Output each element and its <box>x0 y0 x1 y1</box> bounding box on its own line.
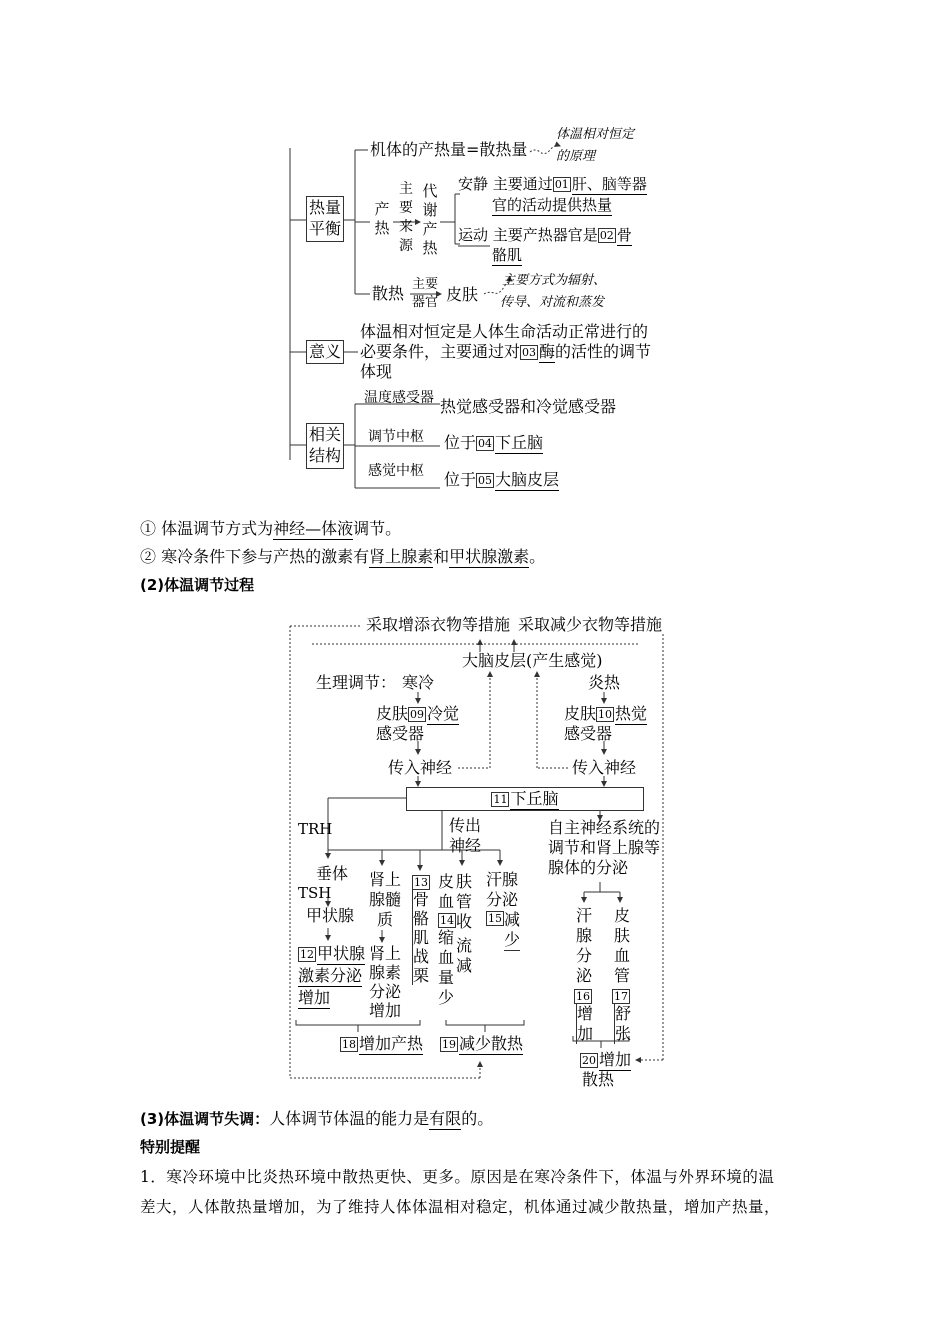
rest-label: 安静 <box>458 175 489 193</box>
blank-number-12: 12 <box>300 948 314 961</box>
tsh-label: TSH <box>298 884 332 902</box>
move-line-2: 骼肌 <box>492 246 523 264</box>
cortex: 大脑皮层(产生感觉) <box>462 651 603 670</box>
main-organ-2: 器官 <box>412 295 439 310</box>
sense-text: 位于 05 大脑皮层 <box>444 470 560 489</box>
main-organ-1: 主要 <box>412 277 439 292</box>
tip-line-2: 差大，人体散热量增加，为了维持人体体温相对稳定，机体通过减少散热量，增加产热量， <box>140 1198 781 1216</box>
hot-receptor-2: 感受器 <box>564 724 613 743</box>
blank-number-20: 20 <box>582 1054 596 1067</box>
tip-title: 特别提醒 <box>140 1138 201 1156</box>
cold-receptor-1: 皮肤 09 冷觉 <box>376 704 460 723</box>
note-2-answer-1: 肾上腺素 <box>369 547 434 566</box>
note-1: ① 体温调节方式为神经—体液调节。 <box>140 519 402 538</box>
sense-label: 感觉中枢 <box>368 463 424 479</box>
skin-note-1: 主要方式为辐射、 <box>502 273 607 288</box>
blank-16-wrap <box>574 988 593 1004</box>
cold-label: 寒冷 <box>402 673 435 692</box>
meaning-line-3: 体现 <box>360 362 393 381</box>
heat-balance-box: 热量平衡 <box>306 196 344 242</box>
more-heat-answer: 增加产热 <box>359 1034 424 1053</box>
muscle-answer: 骨骼肌战栗 <box>413 890 430 985</box>
section-3-answer: 有限 <box>429 1109 462 1128</box>
trh-label: TRH <box>298 820 333 838</box>
cold-receptor-2: 感受器 <box>376 724 425 743</box>
balance-note-2: 的原理 <box>556 149 596 164</box>
skin-vessel-b: 缩 <box>438 928 455 947</box>
sense-answer: 大脑皮层 <box>495 470 560 489</box>
autonomic-3: 腺体的分泌 <box>548 858 629 877</box>
add-clothes: 采取增添衣物等措施 <box>366 615 511 634</box>
hot-label: 炎热 <box>588 673 621 692</box>
note-2-answer-2: 甲状腺激素 <box>449 547 530 566</box>
produce-label: 产热 <box>374 200 390 237</box>
less-loss-answer: 减少散热 <box>459 1034 524 1053</box>
skin-vessel-a: 皮血 <box>438 872 455 911</box>
muscle-col <box>412 874 430 985</box>
more-loss-answer: 增加 <box>599 1050 632 1069</box>
blank-14-wrap <box>438 912 457 928</box>
sweat-increase-label: 汗腺分泌 <box>576 906 593 985</box>
less-loss <box>440 1036 523 1052</box>
thyroid-hormone-2: 激素分泌 <box>298 966 363 985</box>
blank-number-02: 02 <box>599 229 614 242</box>
meaning-line-1: 体温相对恒定是人体生命活动正常进行的 <box>360 322 649 341</box>
note-2: ② 寒冷条件下参与产热的激素有肾上腺素和甲状腺激素。 <box>140 547 546 566</box>
adrenal-medulla: 肾上腺髓质 <box>368 870 401 929</box>
blank-number-05: 05 <box>478 474 493 487</box>
balance-note-1: 体温相对恒定 <box>556 127 635 142</box>
section-3-title: (3)体温调节失调： <box>140 1110 270 1128</box>
sweat-answer: 减少 <box>504 910 521 949</box>
section-2-title: (2)体温调节过程 <box>140 576 255 594</box>
more-loss-2: 散热 <box>582 1070 615 1089</box>
adrenaline: 肾上腺素分泌增加 <box>368 944 401 1020</box>
receptor-text: 热觉感受器和冷觉感受器 <box>440 397 617 416</box>
sweat-c <box>486 910 505 926</box>
blank-number-18: 18 <box>342 1038 356 1051</box>
afferent-left: 传入神经 <box>388 758 453 777</box>
move-line-1: 运动 主要产热器官是 02 骨 <box>458 226 632 244</box>
dissipate-label: 散热 <box>372 284 405 303</box>
thyroid-hormone-1: 12 甲状腺 <box>300 944 366 963</box>
blank-number-09: 09 <box>410 708 425 721</box>
hypothalamus-box <box>406 787 644 811</box>
section-3: (3)体温调节失调：人体调节体温的能力是有限的。 <box>140 1109 494 1128</box>
meaning-line-2: 必要条件，主要通过对 03 酶的活性的调节 <box>360 342 652 361</box>
blank-number-14: 14 <box>440 914 454 927</box>
blood-flow-b: 血量少 <box>438 948 455 1007</box>
blank-17-wrap <box>612 988 631 1004</box>
blank-number-16: 16 <box>576 990 590 1003</box>
blank-number-10: 10 <box>598 708 613 721</box>
center-label: 调节中枢 <box>368 429 424 445</box>
skin-vessel-c: 肤管收 <box>456 872 473 931</box>
meaning-box: 意义 <box>306 340 344 364</box>
autonomic-2: 调节和肾上腺等 <box>548 838 661 857</box>
main-source-label: 主要来源 <box>399 181 413 254</box>
receptor-label: 温度感受器 <box>364 390 434 406</box>
sweat-increase-answer: 增加 <box>577 1004 594 1043</box>
center-answer: 下丘脑 <box>495 433 544 452</box>
vessel-dilate-label: 皮肤血管 <box>614 906 631 985</box>
note-1-answer: 神经—体液 <box>273 519 354 538</box>
move-label: 运动 <box>458 226 489 244</box>
vessel-dilate-answer: 舒张 <box>615 1004 632 1043</box>
rest-answer: 肝、脑等器 <box>571 175 647 193</box>
metabolism-label: 代谢产热 <box>422 182 438 257</box>
pituitary: 垂体 <box>316 864 349 883</box>
rest-line-2: 官的活动提供热量 <box>492 196 613 214</box>
blank-number-19: 19 <box>442 1038 456 1051</box>
meaning-answer: 酶 <box>539 342 556 361</box>
physio-label: 生理调节： <box>316 673 397 692</box>
thyroid: 甲状腺 <box>306 906 355 925</box>
thyroid-hormone-3: 增加 <box>298 988 331 1007</box>
more-loss-1 <box>580 1052 631 1068</box>
blank-number-04: 04 <box>478 437 493 450</box>
hypothalamus-answer: 下丘脑 <box>510 789 559 808</box>
cold-answer: 冷觉 <box>427 704 460 723</box>
tip-line-1: 1．寒冷环境中比炎热环境中散热更快、更多。原因是在寒冷条件下，体温与外界环境的温 <box>140 1168 775 1186</box>
autonomic-1: 自主神经系统的 <box>548 818 661 837</box>
skin-note-2: 传导、对流和蒸发 <box>500 295 605 310</box>
sweat-a: 汗腺 <box>486 870 519 889</box>
afferent-right: 传入神经 <box>572 758 637 777</box>
rest-line-1: 安静 主要通过 01 肝、脑等器 <box>458 175 647 193</box>
efferent-label: 传出神经 <box>448 816 481 855</box>
blank-number-03: 03 <box>522 346 537 359</box>
balance-text: 机体的产热量=散热量 <box>370 140 528 159</box>
reduce-clothes: 采取减少衣物等措施 <box>518 615 663 634</box>
sweat-b: 分泌 <box>486 890 519 909</box>
blank-number-15: 15 <box>488 912 502 925</box>
blank-number-17: 17 <box>614 990 628 1003</box>
structure-box: 相关结构 <box>306 423 344 469</box>
hot-receptor-1: 皮肤 10 热觉 <box>564 704 648 723</box>
skin-label: 皮肤 <box>446 285 479 304</box>
center-text: 位于 04 下丘脑 <box>444 433 544 452</box>
blank-number-13: 13 <box>414 876 428 889</box>
hot-answer: 热觉 <box>615 704 648 723</box>
more-heat <box>340 1036 423 1052</box>
blank-number-11: 11 <box>493 793 508 806</box>
blank-number-01: 01 <box>554 178 569 191</box>
blood-flow: 流减 <box>456 936 473 975</box>
